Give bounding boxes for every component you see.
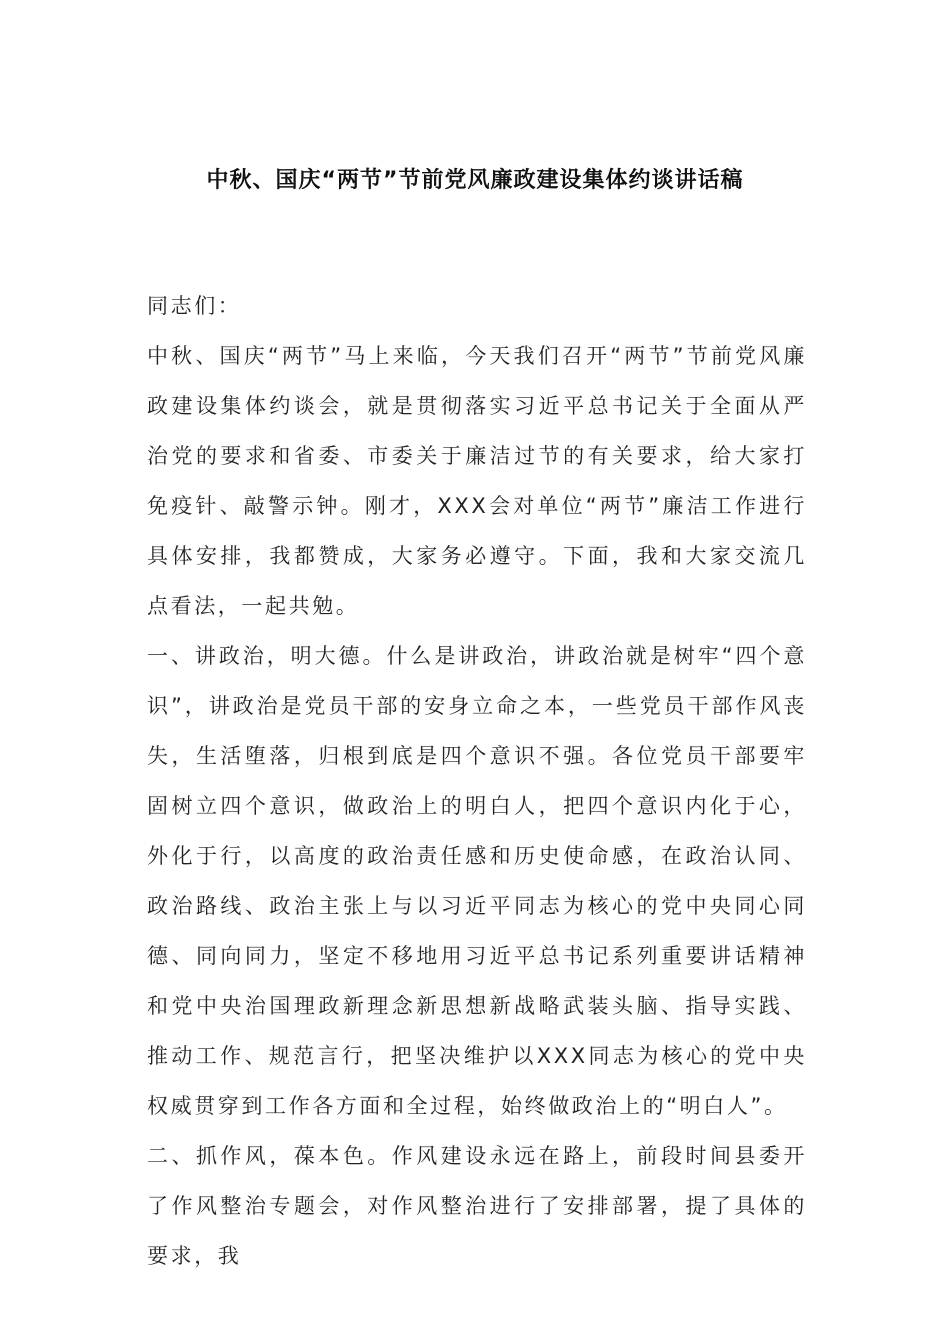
document-body	[147, 281, 807, 1281]
paragraph-section-one: 一、讲政治，明大德。什么是讲政治，讲政治就是树牢“四个意识”，讲政治是党员干部的安身立命之本，一些党员干部作风丧失，生活堕落，归根到底是四个意识不强。各位党员干部要牢固树立四个意识，做政治上的明白人，把四个意识内化于心，外化于行，以高度的政治责任感和历史使命感，在政治认同、政治路线、政治主张上与以习近平同志为核心的党中央同心同德、同向同力，坚定不移地用习近平总书记系列重要讲话精神和党中央治国理政新理念新思想新战略武装头脑、指导实践、推动工作、规范言行，把坚决维护以XXX同志为核心的党中央权威贯穿到工作各方面和全过程，始终做政治上的“明白人”。	[147, 644, 807, 1118]
paragraph-section-two: 二、抓作风，葆本色。作风建设永远在路上，前段时间县委开了作风整治专题会，对作风整治进行了安排部署，提了具体的要求，我	[147, 1144, 807, 1268]
document-title: 中秋、国庆“两节”节前党风廉政建设集体约谈讲话稿	[206, 168, 744, 193]
paragraph-intro: 中秋、国庆“两节”马上来临，今天我们召开“两节”节前党风廉政建设集体约谈会，就是贯彻落实习近平总书记关于全面从严治党的要求和省委、市委关于廉洁过节的有关要求，给大家打免疫针、敲警示钟。刚才，XXX会对单位“两节”廉洁工作进行具体安排，我都赞成，大家务必遵守。下面，我和大家交流几点看法，一起共勉。	[147, 344, 807, 618]
salutation: 同志们：	[147, 294, 242, 318]
